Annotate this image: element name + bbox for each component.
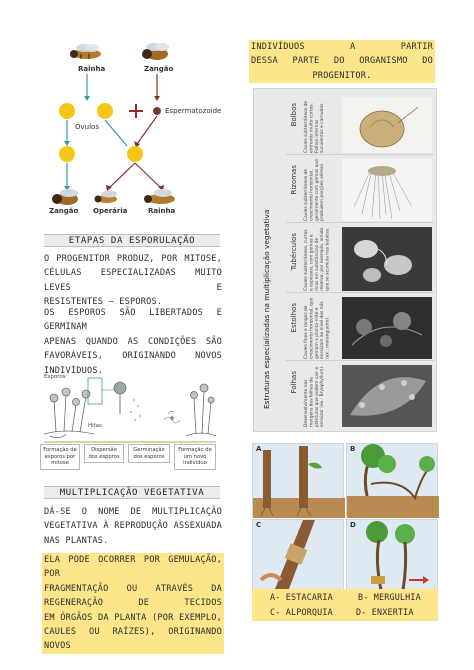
queen-label: Rainha	[78, 65, 106, 73]
text-line: REGENERAÇÃO DE TECIDOS	[44, 598, 222, 609]
sporulation-diagram	[36, 370, 218, 464]
table-row-bulbs	[286, 95, 434, 155]
row-desc-leaves: Desenvolvimento nas margens das folhas de plântulas que podem cair e enraizar (ex.: Bryophyllum).	[304, 365, 326, 427]
sporulation-header: ETAPAS DA ESPORULAÇÃO	[44, 234, 220, 247]
rhizome-photo	[342, 159, 432, 221]
stolon-photo	[342, 297, 432, 359]
row-desc-stolons: Caules finos e longos de crescimento horizontal, que gemam a planta-mãe e enraízam ao nível dos nós (ex.: morangueiro).	[304, 297, 331, 359]
specialized-structures-table	[253, 88, 437, 432]
tuber-photo	[342, 227, 432, 291]
sporulation-paragraph-2	[44, 306, 222, 378]
row-name-stolons: Estolhos	[290, 303, 298, 333]
table-row-tubers	[286, 225, 434, 293]
panel-letter-a: A	[256, 445, 262, 453]
answer-a: A- ESTACARIA	[270, 592, 333, 602]
vegetative-paragraph-1	[44, 505, 222, 548]
sporulation-paragraph-1	[44, 252, 222, 310]
text-line: APENAS QUANDO AS CONDIÇÕES SÃO	[44, 336, 222, 347]
grafting-illustration	[347, 520, 439, 594]
drone-offspring-icon	[52, 189, 78, 205]
table-row-leaves	[286, 363, 434, 429]
queen-offspring-label: Rainha	[148, 207, 176, 215]
bryophyllum-leaf-icon	[342, 365, 432, 427]
text-line: CÉLULAS ESPECIALIZADAS MUITO LEVES E	[44, 268, 222, 293]
queen-bee-icon	[70, 44, 101, 59]
row-desc-rhizomes: Caules subterrâneos de crescimento horizontal, geralmente com gemas que produzem porções aéreas.	[304, 159, 326, 221]
row-name-rhizomes: Rizomas	[290, 165, 298, 195]
sperm-label: Espermatozoide	[165, 107, 222, 115]
hyphae-label: Hifas	[88, 423, 102, 429]
vegetative-multiplication-header: MULTIPLICAÇÃO VEGETATIVA	[44, 486, 220, 499]
text-line: FRAGMENTAÇÃO OU ATRAVÉS DA	[44, 583, 222, 594]
technique-answers	[252, 589, 438, 621]
caption-new-individual: Formação de um novo indivíduo	[174, 444, 216, 470]
spore-germination-icon	[164, 411, 180, 423]
zygote-icon	[127, 146, 143, 162]
text-line: EM ÓRGÃOS DA PLANTA (POR EXEMPLO,	[44, 612, 222, 623]
text-line: DÁ-SE O NOME DE MULTIPLICAÇÃO	[44, 507, 222, 517]
bee-diagram-graphic	[37, 42, 217, 222]
technique-panel-d	[346, 519, 438, 593]
worker-offspring-icon	[95, 191, 118, 204]
sporangium-detail-icon	[114, 382, 126, 414]
rhizome-roots-icon	[342, 159, 432, 221]
answer-c: C- ALPORQUIA	[270, 607, 333, 617]
row-name-bulbs: Bolbos	[290, 103, 298, 127]
answer-d: D- ENXERTIA	[356, 607, 414, 617]
drone-bee-icon	[142, 43, 169, 60]
text-line: DESSA PARTE DO ORGANISMO DO	[251, 56, 433, 67]
bulb-photo	[342, 97, 432, 153]
spore-dispersal-icon	[130, 399, 141, 421]
drone-offspring-label: Zangão	[49, 207, 79, 215]
layering-illustration	[347, 444, 439, 518]
text-line: INDIVÍDUOS.	[44, 365, 104, 376]
caption-spore-germination: Germinação dos esporos	[128, 444, 170, 463]
cutting-illustration	[253, 444, 345, 518]
caption-spore-dispersal: Dispersão dos esporos	[84, 444, 124, 463]
row-name-tubers: Tubérculos	[290, 233, 298, 271]
technique-panel-b	[346, 443, 438, 517]
ovules-label: Óvulos	[75, 123, 99, 131]
row-desc-bulbs: Caules subterrâneos de entrenós muito curtos. Folhas internas suculentas e carnudas.	[304, 101, 326, 153]
continuation-paragraph	[249, 40, 435, 83]
technique-panel-c	[252, 519, 344, 593]
drone-label: Zangão	[144, 65, 174, 73]
text-line: VEGETATIVA À REPRODUÇÃO ASSEXUADA	[44, 521, 222, 532]
table-row-rhizomes	[286, 157, 434, 223]
potato-tubers-icon	[342, 227, 432, 291]
text-line: OS ESPOROS SÃO LIBERTADOS E GERMINAM	[44, 308, 222, 333]
queen-offspring-icon	[144, 189, 175, 204]
ovule-icon	[97, 103, 113, 119]
zoom-box	[88, 378, 102, 404]
table-row-stolons	[286, 295, 434, 361]
technique-panel-a	[252, 443, 344, 517]
caption-spore-formation: Formação de esporos por mitose	[40, 444, 80, 470]
onion-bulb-icon	[342, 97, 432, 153]
panel-letter-c: C	[256, 521, 262, 529]
air-layering-illustration	[253, 520, 345, 594]
sperm-icon	[153, 107, 161, 115]
vegetative-paragraph-2	[42, 553, 224, 654]
leaf-photo	[342, 365, 432, 427]
strawberry-stolon-icon	[342, 297, 432, 359]
text-line: ELA PODE OCORRER POR GEMULAÇÃO, POR	[44, 555, 222, 580]
answer-b: B- MERGULHIA	[358, 592, 421, 602]
worker-offspring-label: Operária	[93, 207, 128, 215]
table-title: Estruturas especializadas na multiplicação vegetativa	[262, 209, 271, 409]
ovule-icon	[59, 103, 75, 119]
bee-reproduction-diagram	[37, 42, 222, 222]
row-desc-tubers: Caules subterrâneos, curtos e espessos, com gemas e ricos em substâncias de reserva; por exemplo, amido que se acumula nas batatas.	[304, 227, 331, 291]
text-line: FAVORÁVEIS, ORIGINANDO NOVOS	[44, 351, 222, 362]
text-line: CAULES OU RAÍZES), ORIGINANDO NOVOS	[44, 627, 222, 652]
new-mold-icon	[186, 384, 216, 436]
panel-letter-b: B	[350, 445, 356, 453]
text-line: NAS PLANTAS.	[44, 535, 109, 546]
panel-letter-d: D	[350, 521, 356, 529]
text-line: RESISTENTES — ESPOROS.	[44, 297, 163, 308]
sporangium-icon	[44, 388, 94, 438]
text-line: PROGENITOR.	[312, 70, 372, 81]
row-name-leaves: Folhas	[290, 371, 298, 394]
text-line: INDIVÍDUOS A PARTIR	[251, 42, 433, 52]
egg-icon	[59, 146, 75, 162]
spores-label: Esporos	[44, 374, 66, 380]
text-line: O PROGENITOR PRODUZ, POR MITOSE,	[44, 254, 222, 264]
